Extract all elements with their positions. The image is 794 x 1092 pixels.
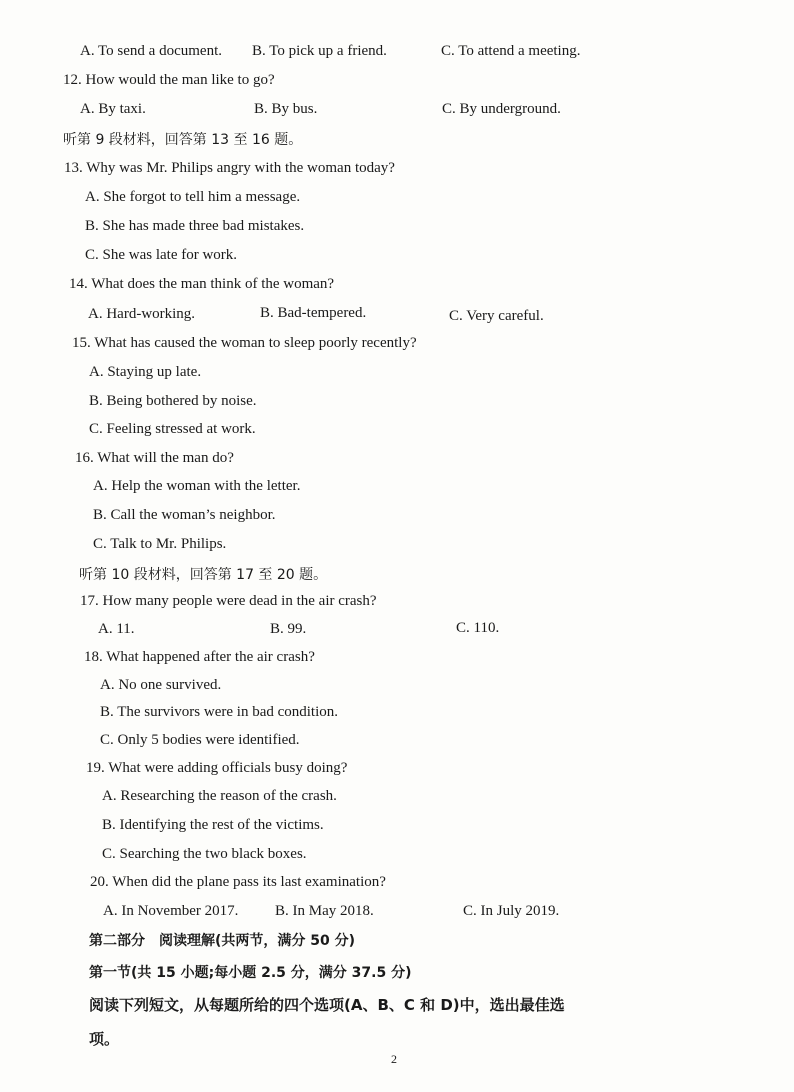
q15-option-c: C. Feeling stressed at work.	[89, 421, 256, 437]
q15-option-a: A. Staying up late.	[89, 364, 202, 380]
q13-option-b: B. She has made three bad mistakes.	[85, 218, 305, 234]
q16-option-c: C. Talk to Mr. Philips.	[93, 536, 227, 552]
q11-option-b: B. To pick up a friend.	[252, 43, 387, 59]
q12-option-c: C. By underground.	[442, 101, 561, 117]
reading-instruction-line-1: 阅读下列短文，从每题所给的四个选项(A、B、C 和 D)中，选出最佳选	[89, 996, 565, 1014]
q13-stem: 13. Why was Mr. Philips angry with the woman today?	[64, 160, 395, 176]
q19-option-a: A. Researching the reason of the crash.	[102, 788, 337, 804]
q20-option-b: B. In May 2018.	[275, 903, 374, 919]
q16-option-a: A. Help the woman with the letter.	[93, 478, 301, 494]
q14-option-c: C. Very careful.	[449, 308, 544, 324]
q13-option-c: C. She was late for work.	[85, 247, 238, 263]
q17-option-a: A. 11.	[98, 621, 135, 637]
q18-stem: 18. What happened after the air crash?	[84, 649, 315, 665]
q18-option-c: C. Only 5 bodies were identified.	[100, 732, 300, 748]
q17-stem: 17. How many people were dead in the air crash?	[80, 593, 377, 609]
q20-stem: 20. When did the plane pass its last examination?	[90, 874, 386, 890]
q17-option-b: B. 99.	[270, 621, 307, 637]
page-number: 2	[391, 1052, 397, 1066]
q17-option-c: C. 110.	[456, 620, 500, 636]
reading-instruction-line-2: 项。	[89, 1030, 120, 1048]
q14-stem: 14. What does the man think of the woman?	[69, 276, 335, 292]
q16-option-b: B. Call the woman’s neighbor.	[93, 507, 276, 523]
q20-option-c: C. In July 2019.	[463, 903, 560, 919]
q19-option-b: B. Identifying the rest of the victims.	[102, 817, 324, 833]
q14-option-b: B. Bad-tempered.	[260, 305, 367, 321]
q15-stem: 15. What has caused the woman to sleep poorly recently?	[72, 335, 417, 351]
q14-option-a: A. Hard-working.	[88, 306, 196, 322]
q12-option-a: A. By taxi.	[80, 101, 146, 117]
q20-option-a: A. In November 2017.	[103, 903, 239, 919]
q11-option-c: C. To attend a meeting.	[441, 43, 581, 59]
q12-stem: 12. How would the man like to go?	[63, 72, 275, 88]
q16-stem: 16. What will the man do?	[75, 450, 234, 466]
q15-option-b: B. Being bothered by noise.	[89, 393, 257, 409]
q11-option-a: A. To send a document.	[80, 43, 222, 59]
q18-option-b: B. The survivors were in bad condition.	[100, 704, 339, 720]
q18-option-a: A. No one survived.	[100, 677, 222, 693]
q19-stem: 19. What were adding officials busy doing?	[86, 760, 348, 776]
q13-option-a: A. She forgot to tell him a message.	[85, 189, 301, 205]
part-2-section-1-heading: 第一节(共 15 小题;每小题 2.5 分，满分 37.5 分)	[89, 965, 412, 981]
q19-option-c: C. Searching the two black boxes.	[102, 846, 307, 862]
q12-option-b: B. By bus.	[254, 101, 318, 117]
section-10-instruction: 听第 10 段材料，回答第 17 至 20 题。	[79, 567, 328, 583]
section-9-instruction: 听第 9 段材料，回答第 13 至 16 题。	[63, 132, 303, 148]
part-2-heading: 第二部分 阅读理解(共两节，满分 50 分)	[89, 933, 356, 949]
